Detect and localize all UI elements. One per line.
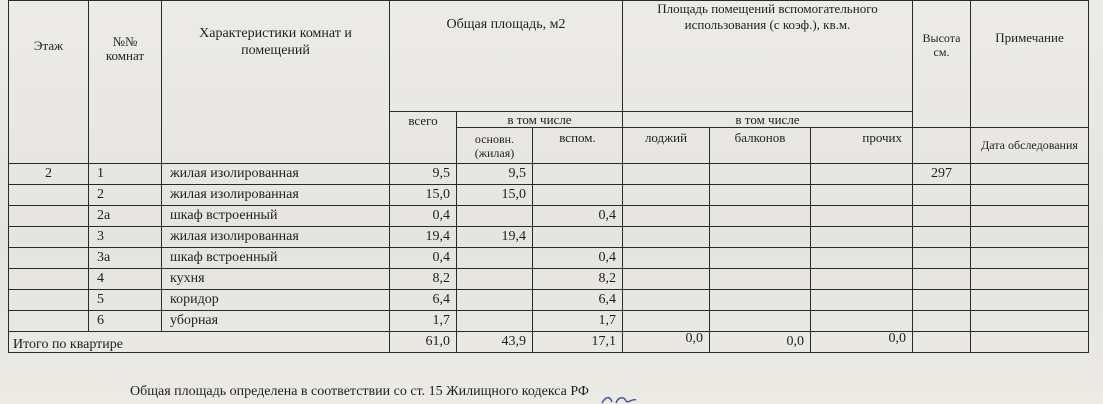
cell-note	[971, 227, 1089, 248]
cell-height	[913, 311, 971, 332]
header-height-blank	[913, 128, 971, 164]
cell-room: 6	[89, 311, 162, 332]
table-row	[9, 185, 1089, 206]
cell-balconies	[710, 311, 811, 332]
cell-room: 3а	[89, 248, 162, 269]
cell-room: 3	[89, 227, 162, 248]
cell-other	[811, 164, 913, 185]
header-height: Высота см.	[913, 1, 971, 128]
cell-aux: 0,4	[533, 206, 623, 227]
header-aux: вспом.	[533, 128, 623, 164]
cell-loggias	[623, 248, 710, 269]
cell-aux: 1,7	[533, 311, 623, 332]
header-main: основн. (жилая)	[457, 128, 533, 164]
cell-height	[913, 185, 971, 206]
header-incl-2: в том числе	[623, 112, 913, 128]
cell-note	[971, 248, 1089, 269]
cell-note	[971, 185, 1089, 206]
cell-loggias	[623, 290, 710, 311]
cell-aux	[533, 185, 623, 206]
cell-total: 15,0	[390, 185, 457, 206]
cell-loggias	[623, 311, 710, 332]
table-row	[9, 290, 1089, 311]
header-other: прочих	[811, 128, 913, 164]
cell-note	[971, 269, 1089, 290]
header-incl-1: в том числе	[457, 112, 623, 128]
header-room-no: №№ комнат	[89, 1, 162, 164]
room-area-table	[8, 0, 1089, 353]
header-floor: Этаж	[9, 1, 89, 164]
cell-aux	[533, 227, 623, 248]
totals-balconies: 0,0	[710, 332, 811, 353]
totals-main: 43,9	[457, 332, 533, 353]
table-row	[9, 206, 1089, 227]
cell-balconies	[710, 290, 811, 311]
cell-balconies	[710, 227, 811, 248]
cell-balconies	[710, 269, 811, 290]
cell-floor: 2	[9, 164, 89, 185]
cell-floor	[9, 269, 89, 290]
totals-label: Итого по квартире	[9, 332, 390, 353]
header-total: всего	[390, 112, 457, 164]
cell-balconies	[710, 185, 811, 206]
header-balconies: балконов	[710, 128, 811, 164]
cell-height	[913, 206, 971, 227]
cell-note	[971, 311, 1089, 332]
cell-floor	[9, 248, 89, 269]
cell-other	[811, 248, 913, 269]
cell-room: 2а	[89, 206, 162, 227]
cell-other	[811, 269, 913, 290]
totals-height	[913, 332, 971, 353]
cell-floor	[9, 185, 89, 206]
cell-other	[811, 311, 913, 332]
cell-total: 0,4	[390, 206, 457, 227]
header-row-1	[9, 1, 1089, 112]
cell-main	[457, 206, 533, 227]
cell-loggias	[623, 185, 710, 206]
cell-floor	[9, 206, 89, 227]
cell-note	[971, 206, 1089, 227]
table-row	[9, 164, 1089, 185]
cell-height	[913, 227, 971, 248]
cell-total: 1,7	[390, 311, 457, 332]
cell-floor	[9, 227, 89, 248]
cell-note	[971, 290, 1089, 311]
handwritten-mark	[598, 394, 658, 404]
cell-loggias	[623, 227, 710, 248]
cell-loggias	[623, 164, 710, 185]
cell-total: 8,2	[390, 269, 457, 290]
cell-height: 297	[913, 164, 971, 185]
footnote: Общая площадь определена в соответствии со ст. 15 Жилищного кодекса РФ	[130, 384, 589, 399]
cell-main	[457, 290, 533, 311]
cell-main	[457, 269, 533, 290]
table-row	[9, 269, 1089, 290]
totals-loggias: 0,0	[623, 332, 710, 353]
cell-room: 5	[89, 290, 162, 311]
cell-height	[913, 248, 971, 269]
cell-main	[457, 248, 533, 269]
cell-total: 6,4	[390, 290, 457, 311]
cell-desc: уборная	[162, 311, 390, 332]
cell-main: 9,5	[457, 164, 533, 185]
cell-height	[913, 290, 971, 311]
header-note: Примечание	[971, 1, 1089, 128]
totals-total: 61,0	[390, 332, 457, 353]
totals-row	[9, 332, 1089, 353]
totals-note	[971, 332, 1089, 353]
cell-room: 1	[89, 164, 162, 185]
cell-floor	[9, 311, 89, 332]
cell-aux: 6,4	[533, 290, 623, 311]
cell-desc: шкаф встроенный	[162, 248, 390, 269]
cell-total: 0,4	[390, 248, 457, 269]
totals-other: 0,0	[811, 332, 913, 353]
cell-loggias	[623, 206, 710, 227]
cell-desc: коридор	[162, 290, 390, 311]
cell-room: 4	[89, 269, 162, 290]
cell-floor	[9, 290, 89, 311]
table-row	[9, 311, 1089, 332]
cell-balconies	[710, 248, 811, 269]
cell-room: 2	[89, 185, 162, 206]
cell-note	[971, 164, 1089, 185]
header-total-area: Общая площадь, м2	[390, 1, 623, 112]
header-characteristics: Характеристики комнат и помещений	[162, 1, 390, 164]
cell-total: 19,4	[390, 227, 457, 248]
cell-desc: жилая изолированная	[162, 227, 390, 248]
table-row	[9, 248, 1089, 269]
cell-loggias	[623, 269, 710, 290]
totals-aux: 17,1	[533, 332, 623, 353]
cell-desc: кухня	[162, 269, 390, 290]
cell-main: 19,4	[457, 227, 533, 248]
cell-other	[811, 227, 913, 248]
header-loggias: лоджий	[623, 128, 710, 164]
cell-balconies	[710, 164, 811, 185]
cell-balconies	[710, 206, 811, 227]
cell-desc: шкаф встроенный	[162, 206, 390, 227]
header-survey-date: Дата обследования	[971, 128, 1089, 164]
header-aux-area: Площадь помещений вспомогательного использования (с коэф.), кв.м.	[623, 1, 913, 112]
cell-other	[811, 290, 913, 311]
cell-other	[811, 185, 913, 206]
cell-aux: 0,4	[533, 248, 623, 269]
cell-main	[457, 311, 533, 332]
cell-total: 9,5	[390, 164, 457, 185]
cell-height	[913, 269, 971, 290]
cell-main: 15,0	[457, 185, 533, 206]
cell-desc: жилая изолированная	[162, 185, 390, 206]
cell-other	[811, 206, 913, 227]
table-row	[9, 227, 1089, 248]
cell-aux: 8,2	[533, 269, 623, 290]
cell-desc: жилая изолированная	[162, 164, 390, 185]
cell-aux	[533, 164, 623, 185]
